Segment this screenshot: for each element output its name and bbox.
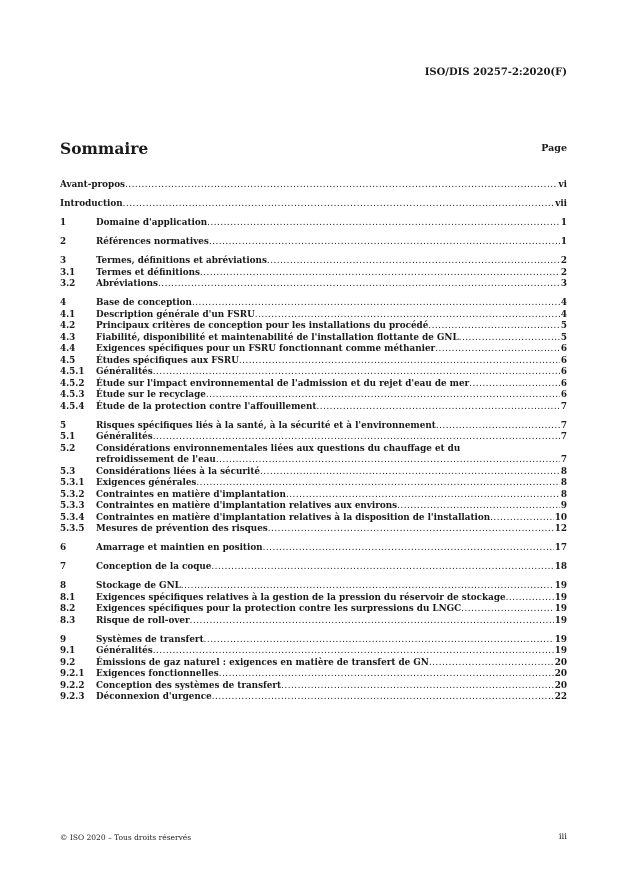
dot-leader	[490, 513, 554, 525]
dot-leader	[192, 298, 560, 310]
toc-entry[interactable]	[60, 367, 567, 379]
toc-entry-page: 6	[560, 344, 567, 354]
dot-leader	[397, 501, 560, 513]
toc-entry-title: Généralités	[96, 432, 153, 442]
toc-section	[60, 199, 567, 211]
toc-entry-number: 7	[60, 562, 67, 572]
toc-entry[interactable]	[60, 513, 567, 525]
toc-entry-page: 4	[560, 298, 567, 308]
toc-entry-title: Risques spécifiques liés à la santé, à la sécurité et à l'environnement	[96, 420, 436, 431]
dot-leader	[255, 310, 560, 322]
toc-entry-title: Contraintes en matière d'implantation relatives à la disposition de l'installation	[96, 512, 491, 523]
dot-leader	[263, 543, 554, 555]
dot-leader	[459, 333, 560, 345]
toc-entry-title: Exigences fonctionnelles	[96, 669, 219, 679]
toc-entry-page: 12	[554, 524, 567, 534]
dot-leader	[469, 379, 560, 391]
toc-entry-title: Contraintes en matière d'implantation	[96, 489, 286, 500]
toc-entry-number: 5.3.3	[60, 501, 85, 511]
document-id: ISO/DIS 20257-2:2020(F)	[424, 67, 567, 78]
toc-entry[interactable]	[60, 390, 567, 402]
toc-entry-page: 1	[560, 218, 567, 228]
toc-entry-number: 4.5.2	[60, 378, 85, 389]
toc-entry[interactable]	[60, 379, 567, 391]
toc-entry-title: Étude sur le recyclage	[96, 390, 206, 400]
dot-leader	[204, 635, 554, 647]
toc-entry-page: 22	[554, 692, 567, 702]
toc-entry-title: Introduction	[60, 199, 123, 209]
toc-entry-page: 19	[554, 604, 567, 614]
toc-entry[interactable]	[60, 658, 567, 670]
toc-entry-number: 6	[60, 543, 67, 553]
toc-entry-number: 8.2	[60, 604, 76, 614]
toc-entry-page: 7	[560, 455, 567, 465]
toc-entry[interactable]	[60, 646, 567, 658]
toc-entry-number: 4.4	[60, 344, 76, 354]
dot-leader	[316, 402, 559, 414]
toc-entry-page: 1	[560, 237, 567, 247]
toc-entry-number: 5.3.4	[60, 512, 85, 523]
dot-leader	[506, 593, 554, 605]
toc-entry[interactable]	[60, 356, 567, 368]
toc-entry-page: 6	[560, 367, 567, 377]
toc-entry-page: 17	[554, 543, 567, 553]
dot-leader	[153, 432, 560, 444]
page-title: Sommaire	[60, 139, 149, 158]
toc-entry-number: 9.2.2	[60, 680, 85, 691]
toc-entry-page: 19	[554, 615, 567, 626]
toc-entry-title: Considérations environnementales liées aux questions du chauffage et du	[96, 443, 461, 454]
dot-leader	[207, 218, 560, 230]
dot-leader	[428, 321, 560, 333]
toc-entry-title: Systèmes de transfert	[96, 634, 204, 645]
toc-section	[60, 562, 567, 574]
toc-entry-page: 19	[554, 581, 567, 591]
toc-entry[interactable]	[60, 616, 567, 628]
toc-entry-title: Exigences spécifiques pour la protection contre les surpressions du LNGC	[96, 604, 462, 614]
toc-entry-page: 20	[554, 657, 567, 668]
toc-entry-number: 9.2.1	[60, 669, 85, 679]
toc-entry-title: Principaux critères de conception pour les installations du procédé	[96, 321, 429, 331]
toc-entry-title: Conception des systèmes de transfert	[96, 680, 282, 691]
dot-leader	[216, 455, 560, 467]
toc-entry-number: 4.5.3	[60, 390, 85, 400]
toc-entry[interactable]	[60, 681, 567, 693]
dot-leader	[268, 524, 554, 536]
toc-entry[interactable]	[60, 333, 567, 345]
toc-entry-number: 5.3.2	[60, 489, 85, 500]
dot-leader	[181, 581, 554, 593]
toc-entry-page: 19	[554, 592, 567, 603]
toc-entry-title: Exigences spécifiques pour un FSRU fonctionnant comme méthanier	[96, 344, 436, 354]
toc-entry-page: vi	[558, 180, 567, 190]
toc-entry-title: Étude de la protection contre l'affouillement	[96, 401, 317, 412]
toc-entry[interactable]	[60, 321, 567, 333]
toc-entry-number: 8.3	[60, 615, 76, 626]
toc-entry-page: 20	[554, 669, 567, 679]
toc-entry-number: 4.5	[60, 355, 76, 366]
toc-entry-title: Études spécifiques aux FSRU	[96, 355, 239, 366]
toc-entry[interactable]	[60, 218, 567, 230]
dot-leader	[123, 199, 555, 211]
toc-entry-page: 2	[560, 256, 567, 266]
dot-leader	[260, 467, 560, 479]
toc-entry-title: Termes et définitions	[96, 267, 200, 278]
toc-entry-number: 5.3.5	[60, 524, 85, 534]
dot-leader	[211, 562, 553, 574]
dot-leader	[153, 646, 554, 658]
toc-entry-continuation[interactable]	[60, 455, 567, 467]
dot-leader	[286, 490, 560, 502]
toc-section	[60, 581, 567, 627]
toc-entry-title: Description générale d'un FSRU	[96, 309, 255, 320]
toc-entry[interactable]	[60, 478, 567, 490]
toc-entry-title: Amarrage et maintien en position	[96, 543, 263, 553]
toc-entry-title: Domaine d'application	[96, 218, 208, 228]
toc-entry-number: 8	[60, 581, 67, 591]
toc-entry-number: 2	[60, 237, 67, 247]
toc-entry-number: 3	[60, 256, 67, 266]
toc-entry[interactable]	[60, 310, 567, 322]
toc-entry-title: Exigences spécifiques relatives à la gestion de la pression du réservoir de stockage	[96, 592, 506, 603]
toc-entry[interactable]	[60, 402, 567, 414]
dot-leader	[196, 478, 560, 490]
toc-entry-page: 6	[560, 355, 567, 366]
dot-leader	[190, 616, 554, 628]
dot-leader	[209, 237, 560, 249]
dot-leader	[125, 180, 558, 192]
dot-leader	[219, 669, 554, 681]
toc-section	[60, 298, 567, 413]
toc-entry-title: Avant-propos	[60, 180, 126, 190]
toc-entry-title: Mesures de prévention des risques	[96, 524, 268, 534]
toc-entry-number: 4.5.4	[60, 401, 85, 412]
toc-entry-title: Étude sur l'impact environnemental de l'admission et du rejet d'eau de mer	[96, 378, 470, 389]
dot-leader	[436, 421, 560, 433]
table-of-contents	[60, 180, 567, 711]
toc-entry-title: Contraintes en matière d'implantation relatives aux environs	[96, 501, 398, 511]
footer-page-number: iii	[558, 832, 567, 842]
toc-entry-title: Base de conception	[96, 298, 192, 308]
toc-entry[interactable]	[60, 256, 567, 268]
toc-section	[60, 218, 567, 230]
toc-entry-number: 9.2.3	[60, 692, 85, 702]
toc-entry-title: Généralités	[96, 646, 153, 656]
toc-entry-number: 3.1	[60, 267, 76, 278]
toc-entry[interactable]	[60, 180, 567, 192]
toc-entry-page: 8	[560, 489, 567, 500]
toc-entry-page: 7	[560, 432, 567, 442]
toc-entry[interactable]	[60, 501, 567, 513]
toc-entry-number: 4.1	[60, 309, 76, 320]
toc-entry[interactable]	[60, 199, 567, 211]
toc-entry-number: 9	[60, 634, 67, 645]
dot-leader	[435, 344, 560, 356]
toc-entry-title: Considérations liées à la sécurité	[96, 466, 261, 477]
toc-entry[interactable]	[60, 432, 567, 444]
toc-entry-number: 9.1	[60, 646, 76, 656]
toc-entry-number: 3.2	[60, 279, 76, 289]
toc-entry[interactable]	[60, 421, 567, 433]
toc-entry[interactable]	[60, 581, 567, 593]
toc-entry-page: 19	[554, 646, 567, 656]
toc-entry-title: Fiabilité, disponibilité et maintenabilité de l'installation flottante de GNL	[96, 332, 459, 343]
toc-entry-title: Déconnexion d'urgence	[96, 692, 212, 702]
toc-entry-page: 4	[560, 309, 567, 320]
toc-entry[interactable]	[60, 543, 567, 555]
dot-leader	[239, 356, 560, 368]
toc-entry-title: Références normatives	[96, 237, 209, 247]
toc-entry-page: vii	[555, 199, 567, 209]
dot-leader	[461, 604, 554, 616]
toc-entry[interactable]	[60, 344, 567, 356]
toc-entry-page: 5	[560, 332, 567, 343]
toc-entry-page: 20	[554, 680, 567, 691]
toc-entry-page: 8	[560, 478, 567, 488]
toc-entry[interactable]	[60, 268, 567, 280]
dot-leader	[281, 681, 554, 693]
toc-entry-page: 2	[560, 267, 567, 278]
toc-entry[interactable]	[60, 524, 567, 536]
toc-entry-page: 18	[554, 562, 567, 572]
toc-entry-title: Stockage de GNL	[96, 581, 181, 591]
toc-entry[interactable]	[60, 237, 567, 249]
toc-entry-page: 3	[560, 279, 567, 289]
toc-entry-number: 1	[60, 218, 67, 228]
dot-leader	[267, 256, 560, 268]
toc-entry-number: 5.2	[60, 443, 76, 454]
toc-entry[interactable]	[60, 604, 567, 616]
dot-leader	[200, 268, 560, 280]
toc-entry-number: 5.1	[60, 432, 76, 442]
toc-entry-page: 6	[560, 390, 567, 400]
dot-leader	[153, 367, 560, 379]
toc-entry[interactable]	[60, 669, 567, 681]
toc-entry-title: Émissions de gaz naturel : exigences en matière de transfert de GN	[96, 657, 429, 668]
toc-entry-number: 4.3	[60, 332, 76, 343]
toc-entry-title: Exigences générales	[96, 478, 197, 488]
toc-entry-number: 4	[60, 298, 67, 308]
toc-section	[60, 635, 567, 704]
toc-entry-number: 8.1	[60, 592, 76, 603]
toc-entry[interactable]	[60, 562, 567, 574]
toc-entry[interactable]	[60, 298, 567, 310]
toc-entry[interactable]	[60, 593, 567, 605]
toc-entry-page: 19	[554, 634, 567, 645]
toc-entry-number: 5	[60, 420, 67, 431]
dot-leader	[212, 692, 554, 704]
dot-leader	[206, 390, 560, 402]
toc-entry[interactable]	[60, 467, 567, 479]
toc-entry-page: 7	[560, 420, 567, 431]
toc-entry-title: Abréviations	[96, 279, 158, 289]
toc-entry-number: 9.2	[60, 657, 76, 668]
toc-entry[interactable]	[60, 635, 567, 647]
toc-entry-title: Termes, définitions et abréviations	[96, 256, 267, 266]
toc-entry[interactable]	[60, 692, 567, 704]
toc-entry-number: 4.2	[60, 321, 76, 331]
toc-entry-title: Généralités	[96, 367, 153, 377]
toc-entry-page: 9	[560, 501, 567, 511]
toc-section	[60, 543, 567, 555]
toc-section	[60, 237, 567, 249]
toc-entry-number: 4.5.1	[60, 367, 85, 377]
toc-entry[interactable]	[60, 490, 567, 502]
toc-entry-page: 10	[554, 512, 567, 523]
toc-entry-number: 5.3.1	[60, 478, 85, 488]
dot-leader	[429, 658, 554, 670]
toc-entry-title-continued: refroidissement de l'eau	[96, 455, 216, 465]
dot-leader	[158, 279, 560, 291]
toc-section	[60, 421, 567, 536]
toc-entry-page: 5	[560, 321, 567, 331]
toc-entry-number: 5.3	[60, 466, 76, 477]
toc-section	[60, 180, 567, 192]
toc-entry-page: 6	[560, 378, 567, 389]
toc-entry[interactable]	[60, 444, 567, 456]
toc-section	[60, 256, 567, 291]
toc-entry[interactable]	[60, 279, 567, 291]
toc-entry-title: Conception de la coque	[96, 562, 212, 572]
toc-entry-page: 7	[560, 401, 567, 412]
footer-copyright: © ISO 2020 – Tous droits réservés	[60, 833, 192, 842]
toc-entry-page: 8	[560, 466, 567, 477]
page-column-label: Page	[541, 143, 567, 154]
toc-entry-title: Risque de roll-over	[96, 615, 190, 626]
